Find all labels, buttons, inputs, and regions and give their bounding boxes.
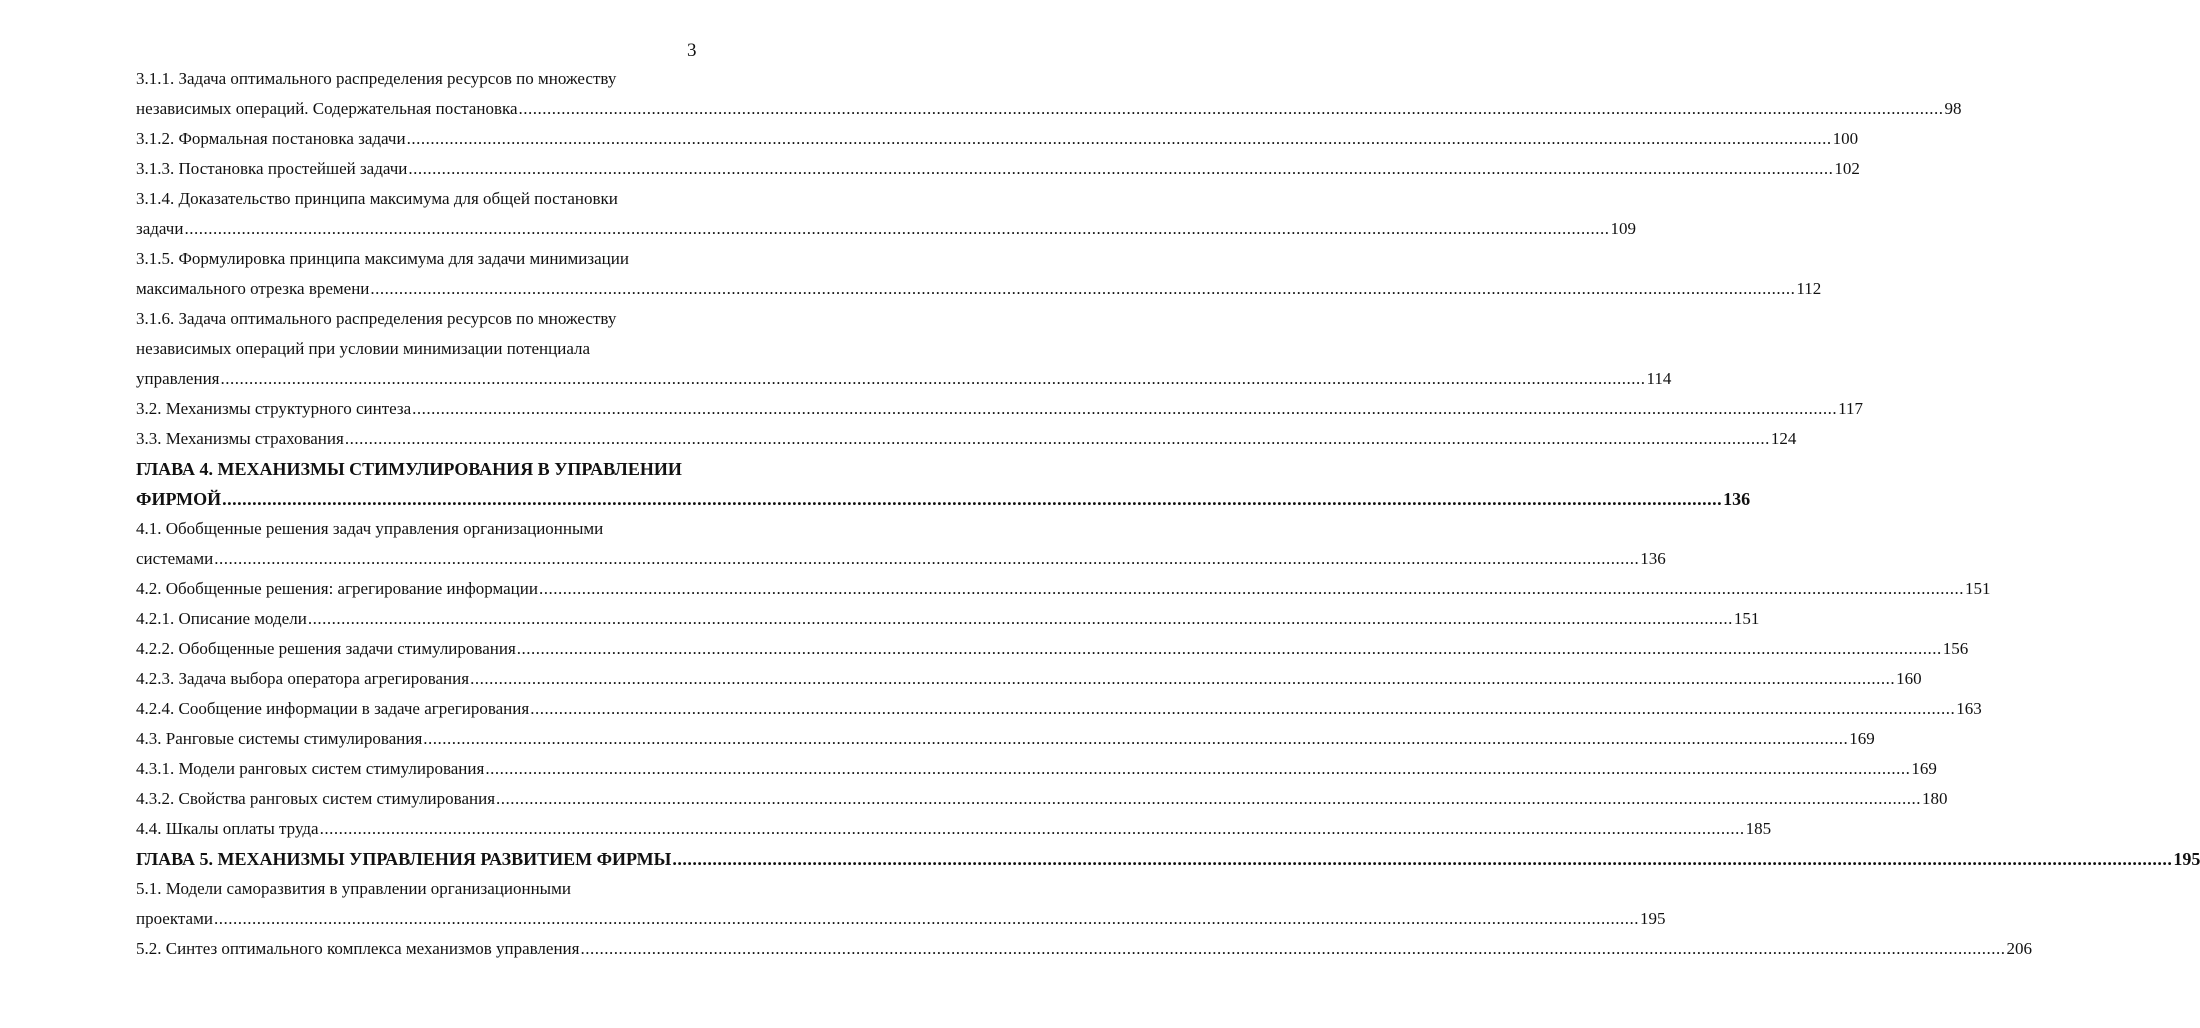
toc-entry (136, 694, 1982, 724)
toc-entry-title: 4.2.2. Обобщенные решения задачи стимулирования (136, 639, 516, 658)
toc-entry (136, 274, 1822, 304)
toc-entry (136, 664, 1922, 694)
toc-page-number: 206 (2006, 939, 2032, 958)
toc-page-number: 185 (1745, 819, 1772, 838)
toc-entry (136, 364, 1672, 394)
toc-entry (136, 784, 1948, 814)
toc-entry-title: 3.3. Механизмы страхования (136, 429, 344, 448)
toc-page-number: 112 (1796, 279, 1822, 298)
dot-leader: ............................................................................................................................................................................................................................................................................................................ (213, 909, 1639, 928)
toc-entry-text: 4.1. Обобщенные решения задач управления организационными (136, 519, 604, 538)
dot-leader: ............................................................................................................................................................................................................................................................................................................ (408, 159, 1834, 178)
toc-entry (136, 484, 1751, 514)
toc-page-number: 117 (1838, 399, 1864, 418)
dot-leader: ............................................................................................................................................................................................................................................................................................................ (370, 279, 1796, 298)
toc-entry-title: проектами (136, 909, 213, 928)
toc-entry-title: ГЛАВА 5. МЕХАНИЗМЫ УПРАВЛЕНИЯ РАЗВИТИЕМ ФИРМЫ (136, 849, 672, 869)
toc-entry (136, 754, 1937, 784)
toc-entry-text: 5.1. Модели саморазвития в управлении организационными (136, 879, 571, 898)
toc-entry (136, 544, 1666, 574)
toc-entry-title: 4.4. Шкалы оплаты труда (136, 819, 319, 838)
toc-entry (136, 844, 2200, 874)
dot-leader: ............................................................................................................................................................................................................................................................................................................ (406, 129, 1832, 148)
toc-entry (136, 424, 1797, 454)
dot-leader: ............................................................................................................................................................................................................................................................................................................ (412, 399, 1838, 418)
toc-page-number: 180 (1922, 789, 1948, 808)
toc-page-number: 160 (1896, 669, 1922, 688)
toc-entry (136, 154, 1860, 184)
dot-leader: ............................................................................................................................................................................................................................................................................................................ (538, 579, 1964, 598)
toc-entry-title: задачи (136, 219, 184, 238)
toc-entry-title: 4.2. Обобщенные решения: агрегирование информации (136, 579, 538, 598)
toc-entry (136, 814, 1772, 844)
toc-entry (136, 604, 1760, 634)
dot-leader: ............................................................................................................................................................................................................................................................................................................ (672, 849, 2173, 869)
dot-leader: ............................................................................................................................................................................................................................................................................................................ (423, 729, 1849, 748)
dot-leader: ............................................................................................................................................................................................................................................................................................................ (184, 219, 1610, 238)
toc-entry-text: 3.1.6. Задача оптимального распределения ресурсов по множеству (136, 309, 617, 328)
dot-leader: ............................................................................................................................................................................................................................................................................................................ (580, 939, 2006, 958)
toc-page-number: 136 (1723, 489, 1751, 509)
dot-leader: ............................................................................................................................................................................................................................................................................................................ (496, 789, 1922, 808)
toc-entry-title: управления (136, 369, 220, 388)
toc-entry (136, 214, 1636, 244)
dot-leader: ............................................................................................................................................................................................................................................................................................................ (220, 369, 1646, 388)
toc-entry-title: 4.3.1. Модели ранговых систем стимулирования (136, 759, 485, 778)
toc-page-number: 195 (2173, 849, 2200, 869)
table-of-contents (136, 64, 2200, 964)
toc-page-number: 169 (1911, 759, 1937, 778)
dot-leader: ............................................................................................................................................................................................................................................................................................................ (319, 819, 1745, 838)
toc-page-number: 156 (1942, 639, 1969, 658)
dot-leader: ............................................................................................................................................................................................................................................................................................................ (518, 99, 1944, 118)
toc-page-number: 102 (1834, 159, 1860, 178)
dot-leader: ............................................................................................................................................................................................................................................................................................................ (222, 489, 1723, 509)
toc-page-number: 100 (1832, 129, 1859, 148)
dot-leader: ............................................................................................................................................................................................................................................................................................................ (344, 429, 1770, 448)
dot-leader: ............................................................................................................................................................................................................................................................................................................ (530, 699, 1956, 718)
toc-entry-title: 4.2.4. Сообщение информации в задаче агрегирования (136, 699, 530, 718)
toc-page-number: 109 (1610, 219, 1636, 238)
dot-leader: ............................................................................................................................................................................................................................................................................................................ (214, 549, 1640, 568)
toc-entry-title: 4.2.1. Описание модели (136, 609, 307, 628)
toc-entry-title: ФИРМОЙ (136, 489, 222, 509)
toc-entry-title: максимального отрезка времени (136, 279, 370, 298)
toc-page-number: 114 (1646, 369, 1672, 388)
toc-page-number: 195 (1639, 909, 1666, 928)
toc-entry (136, 904, 1666, 934)
toc-page-number: 169 (1849, 729, 1875, 748)
toc-entry-title: 4.3. Ранговые системы стимулирования (136, 729, 423, 748)
toc-entry (136, 574, 1991, 604)
toc-entry-text: 3.1.4. Доказательство принципа максимума для общей постановки (136, 189, 618, 208)
toc-entry-title: независимых операций. Содержательная постановка (136, 99, 518, 118)
toc-entry-text: ГЛАВА 4. МЕХАНИЗМЫ СТИМУЛИРОВАНИЯ В УПРАВЛЕНИИ (136, 459, 682, 479)
toc-page-number: 163 (1956, 699, 1982, 718)
toc-entry-title: 4.3.2. Свойства ранговых систем стимулирования (136, 789, 496, 808)
toc-entry-text: 3.1.5. Формулировка принципа максимума для задачи минимизации (136, 249, 629, 268)
toc-page-number: 136 (1640, 549, 1666, 568)
toc-entry (136, 94, 1962, 124)
toc-page-number: 151 (1733, 609, 1760, 628)
toc-entry (136, 724, 1875, 754)
toc-entry (136, 394, 1864, 424)
toc-entry (136, 934, 2032, 964)
dot-leader: ............................................................................................................................................................................................................................................................................................................ (485, 759, 1911, 778)
toc-entry (136, 634, 1969, 664)
toc-entry (136, 124, 1859, 154)
toc-entry-title: 5.2. Синтез оптимального комплекса механизмов управления (136, 939, 580, 958)
dot-leader: ............................................................................................................................................................................................................................................................................................................ (516, 639, 1942, 658)
toc-entry-title: 3.2. Механизмы структурного синтеза (136, 399, 412, 418)
toc-page-number: 151 (1964, 579, 1991, 598)
toc-entry-title: 3.1.3. Постановка простейшей задачи (136, 159, 408, 178)
toc-page-number: 98 (1944, 99, 1962, 118)
toc-page-number: 124 (1770, 429, 1797, 448)
toc-entry-text: 3.1.1. Задача оптимального распределения ресурсов по множеству (136, 69, 617, 88)
dot-leader: ............................................................................................................................................................................................................................................................................................................ (307, 609, 1733, 628)
toc-entry-text: независимых операций при условии минимизации потенциала (136, 339, 591, 358)
toc-entry-title: системами (136, 549, 214, 568)
toc-entry-title: 3.1.2. Формальная постановка задачи (136, 129, 406, 148)
dot-leader: ............................................................................................................................................................................................................................................................................................................ (470, 669, 1896, 688)
page-number: 3 (687, 40, 697, 61)
toc-entry-title: 4.2.3. Задача выбора оператора агрегирования (136, 669, 470, 688)
